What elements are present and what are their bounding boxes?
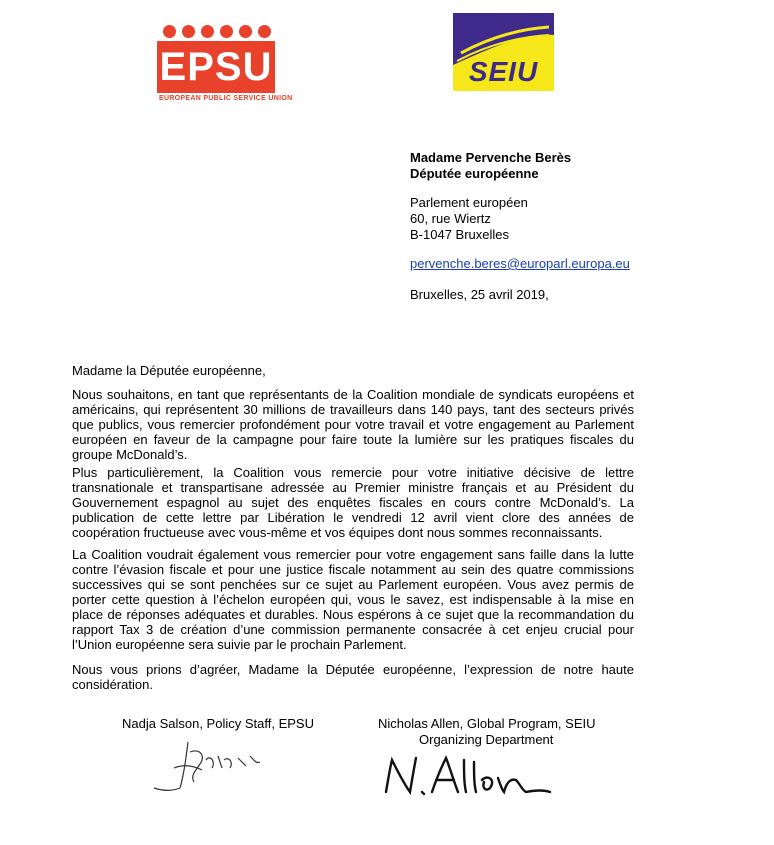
signature-left xyxy=(150,738,280,798)
seiu-logo-text: SEIU xyxy=(468,56,539,87)
letter-date: Bruxelles, 25 avril 2019, xyxy=(410,287,549,302)
signatory-right-department: Organizing Department xyxy=(419,732,554,747)
logo-dot xyxy=(239,25,252,38)
epsu-logo xyxy=(153,25,293,105)
recipient-title: Députée européenne xyxy=(410,166,539,181)
epsu-logo-text: EPSU xyxy=(159,45,273,89)
logo-dot xyxy=(220,25,233,38)
letter-paragraph-2: Plus particulièrement, la Coalition vous remercie pour votre initiative décisive de lettre transnationale et transpartisane adressée au Premier ministre français et au Président du Gouvernement espagnol au sujet des enquêtes fiscales en cours contre McDonald’s. La publication de cette lettre par Libération le vendredi 12 avril vient clore des années de coopération fructueuse avec vous-même et vos équipes dont nous sommes reconnaissants. xyxy=(72,465,634,540)
recipient-name: Madame Pervenche Berès xyxy=(410,150,572,165)
recipient-email-link[interactable]: pervenche.beres@europarl.europa.eu xyxy=(410,256,630,271)
recipient-city: B-1047 Bruxelles xyxy=(410,227,509,242)
letter-paragraph-3: La Coalition voudrait également vous remercier pour votre engagement sans faille dans la lutte contre l’évasion fiscale et pour une justice fiscale notamment au sein des quatre commissions successives qui se sont penchées sur ce sujet au Parlement européen. Vous avez permis de porter cette question à l’échelon européen qui, vous le savez, est indispensable à la mise en place de réponses adéquates et durables. Nous espérons à ce sujet que la recommandation du rapport Tax 3 de création d’une commission permanente consacrée à cet enjeu crucial pour l’Union européenne sera suivie par le prochain Parlement. xyxy=(72,547,634,652)
logo-dot xyxy=(163,25,176,38)
recipient-street: 60, rue Wiertz xyxy=(410,211,491,226)
signature-right xyxy=(380,752,555,802)
logo-dot xyxy=(258,25,271,38)
letter-paragraph-1: Nous souhaitons, en tant que représentants de la Coalition mondiale de syndicats européens et américains, qui représentent 30 millions de travailleurs dans 140 pays, tant des secteurs privés que publics, vous remercier profondément pour votre travail et votre engagement au Parlement européen en faveur de la campagne pour faire toute la lumière sur les pratiques fiscales du groupe McDonald’s. xyxy=(72,387,634,462)
signatory-right-name: Nicholas Allen, Global Program, SEIU xyxy=(378,716,596,731)
seiu-logo xyxy=(453,13,554,91)
signatory-left-name: Nadja Salson, Policy Staff, EPSU xyxy=(122,716,314,731)
logo-dot xyxy=(182,25,195,38)
epsu-logo-box xyxy=(157,41,275,93)
epsu-logo-subtitle: EUROPEAN PUBLIC SERVICE UNION xyxy=(159,95,293,102)
letter-salutation: Madame la Députée européenne, xyxy=(72,363,266,378)
recipient-institution: Parlement européen xyxy=(410,195,528,210)
logo-dot xyxy=(201,25,214,38)
letter-closing: Nous vous prions d’agréer, Madame la Députée européenne, l’expression de notre haute considération. xyxy=(72,662,634,692)
